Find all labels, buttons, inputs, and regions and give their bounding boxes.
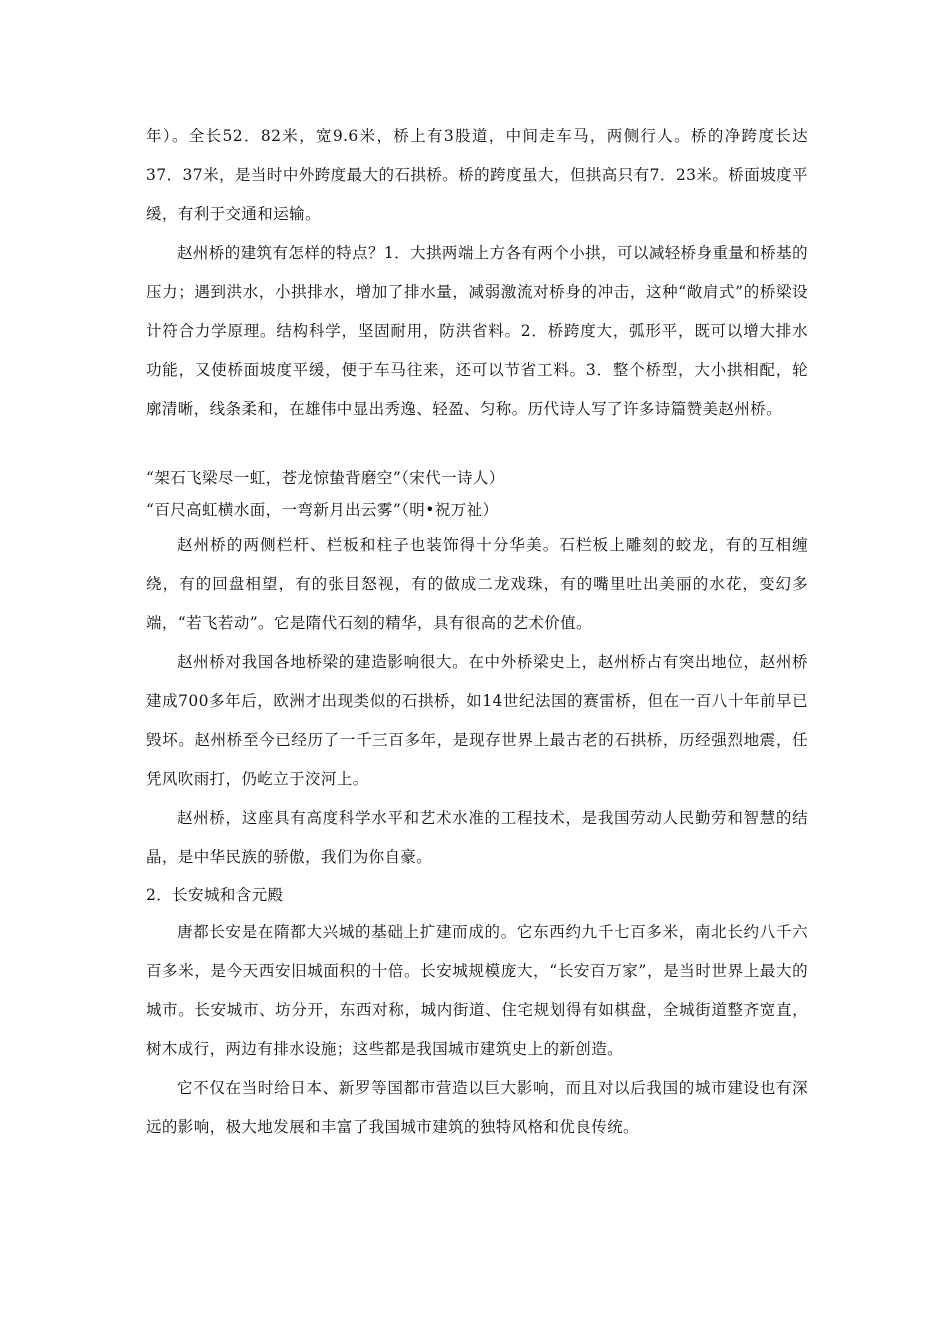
poem-line-ming: “百尺高虹横水面，一弯新月出云雾”（明•祝万祉）: [146, 501, 499, 519]
paragraph-bridge-decoration: 赵州桥的两侧栏杆、栏板和柱子也装饰得十分华美。石栏板上雕刻的蛟龙，有的互相缠绕，有的回盘相望，有的张目怒视，有的做成二龙戏珠，有的嘴里吐出美丽的水花，变幻多端，“若飞若动”。它是隋代石刻的精华，具有很高的艺术价值。: [146, 536, 808, 632]
paragraph-changan-city: 唐都长安是在隋都大兴城的基础上扩建而成的。它东西约九千七百多米，南北长约八千六百多米，是今天西安旧城面积的十倍。长安城规模庞大，“长安百万家”，是当时世界上最大的城市。长安城市、坊分开，东西对称，城内街道、住宅规划得有如棋盘，全城街道整齐宽直，树木成行，两边有排水设施；这些都是我国城市建筑史上的新创造。: [146, 923, 808, 1058]
paragraph-bridge-conclusion: 赵州桥，这座具有高度科学水平和艺术水准的工程技术，是我国劳动人民勤劳和智慧的结晶，是中华民族的骄傲，我们为你自豪。: [146, 809, 808, 866]
section-heading-changan: 2．长安城和含元殿: [146, 886, 284, 904]
paragraph-bridge-influence: 赵州桥对我国各地桥梁的建造影响很大。在中外桥梁史上，赵州桥占有突出地位，赵州桥建成700多年后，欧洲才出现类似的石拱桥，如14世纪法国的赛雷桥，但在一百八十年前早已毁坏。赵州桥至今已经历了一千三百多年，是现存世界上最古老的石拱桥，历经强烈地震，任凭风吹雨打，仍屹立于洨河上。: [146, 653, 808, 788]
poem-line-song: “架石飞梁尽一虹，苍龙惊蛰背磨空”（宋代一诗人）: [146, 469, 505, 487]
paragraph-bridge-features: 赵州桥的建筑有怎样的特点？1．大拱两端上方各有两个小拱，可以减轻桥身重量和桥基的压力；遇到洪水，小拱排水，增加了排水量，减弱激流对桥身的冲击，这种“敞肩式”的桥梁设计符合力学原理。结构科学，坚固耐用，防洪省料。2．桥跨度大，弧形平，既可以增大排水功能，又使桥面坡度平缓，便于车马往来，还可以节省工料。3．整个桥型，大小拱相配，轮廓清晰，线条柔和，在雄伟中显出秀逸、轻盈、匀称。历代诗人写了许多诗篇赞美赵州桥。: [146, 244, 808, 418]
paragraph-bridge-dimensions: 年）。全长52．82米，宽9.6米，桥上有3股道，中间走车马，两侧行人。桥的净跨度长达37．37米，是当时中外跨度最大的石拱桥。桥的跨度虽大，但拱高只有7．23米。桥面坡度平缓，有利于交通和运输。: [146, 127, 808, 223]
document-body: [146, 117, 808, 1147]
paragraph-changan-influence: 它不仅在当时给日本、新罗等国都市营造以巨大影响，而且对以后我国的城市建设也有深远的影响，极大地发展和丰富了我国城市建筑的独特风格和优良传统。: [146, 1079, 808, 1136]
